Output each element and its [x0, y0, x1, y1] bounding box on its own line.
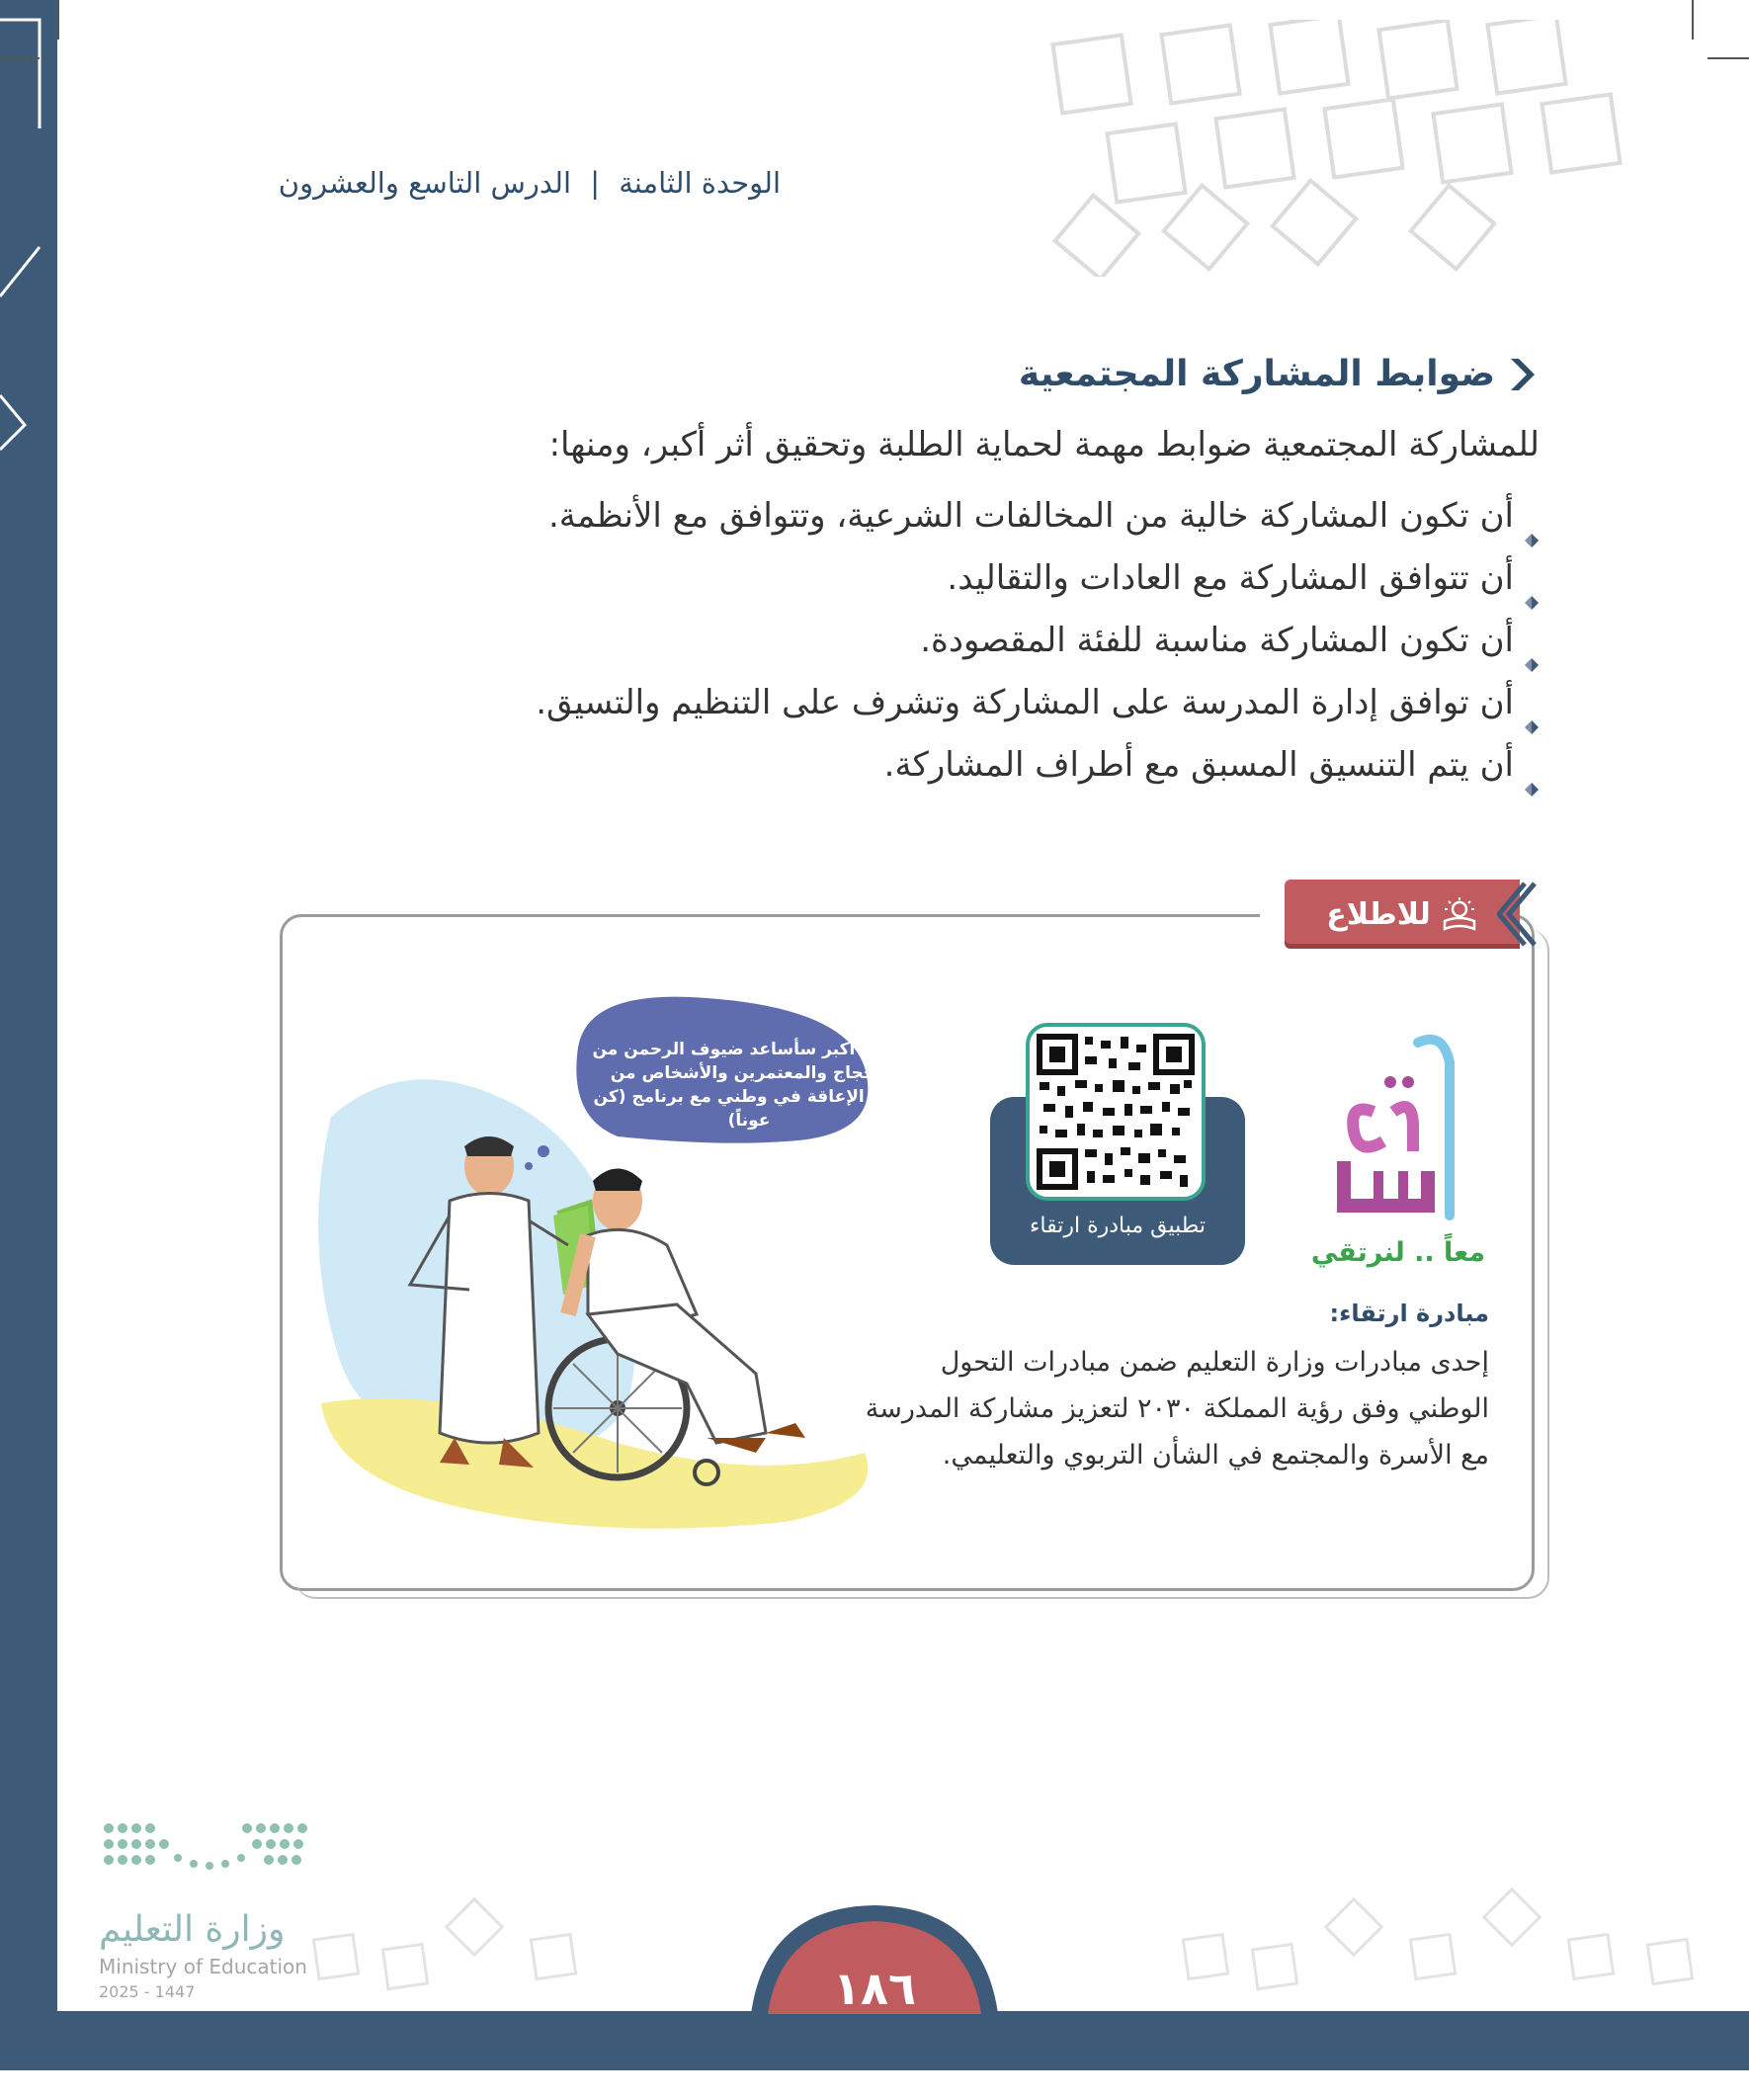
- crop-mark: [0, 57, 40, 59]
- header-separator: |: [590, 166, 601, 200]
- initiative-description: إحدى مبادرات وزارة التعليم ضمن مبادرات التحول الوطني وفق رؤية المملكة ٢٠٣٠ لتعزيز مشاركة المدرسة مع الأسرة والمجتمع في الشأن التربوي والتعليمي.: [865, 1347, 1489, 1470]
- ministry-name-ar: وزارة التعليم: [99, 1909, 286, 1950]
- list-item: [304, 609, 1540, 671]
- qr-code[interactable]: [1026, 1023, 1206, 1201]
- speech-bubble-text: عندما أكبر سأساعد ضيوف الرحمن من الحُجاج والمعتمرين والأشخاص من ذوي الإعاقة في وطني مع برنامج (كن عوناً): [592, 1040, 906, 1131]
- qr-code-icon: [1030, 1027, 1202, 1197]
- rules-list: [304, 484, 1540, 796]
- list-item: [304, 671, 1540, 733]
- list-item: [304, 546, 1540, 609]
- section-title: ضوابط المشاركة المجتمعية: [1018, 354, 1495, 394]
- rule-text: أن تكون المشاركة مناسبة للفئة المقصودة.: [920, 620, 1514, 660]
- rule-text: أن توافق إدارة المدرسة على المشاركة وتشرف على التنظيم والتسيق.: [536, 682, 1514, 722]
- lightbulb-book-icon: [1441, 897, 1478, 931]
- bottom-border-band: [0, 2011, 1749, 2070]
- tag-label: للاطلاع: [1326, 896, 1431, 932]
- chevron-right-icon: [1507, 357, 1537, 392]
- bullet-icon: [1524, 632, 1540, 648]
- geometric-pattern-decor: [1028, 20, 1719, 277]
- initiative-title: مبادرة ارتقاء:: [1329, 1300, 1489, 1327]
- page-number: ١٨٦: [832, 1962, 917, 2015]
- info-tag: [1285, 880, 1520, 949]
- bullet-icon: [1524, 508, 1540, 524]
- bullet-icon: [1524, 757, 1540, 773]
- irtiqaa-logo: [1319, 1023, 1477, 1240]
- bottom-pattern-decor: [296, 1878, 1749, 2016]
- section-heading: [1019, 354, 1537, 394]
- left-band-decor: [0, 0, 59, 455]
- list-item: [304, 733, 1540, 796]
- crop-mark: [57, 0, 59, 40]
- rule-text: أن تتوافق المشاركة مع العادات والتقاليد.: [947, 557, 1514, 598]
- qr-caption: تطبيق مبادرة ارتقاء: [1030, 1214, 1206, 1238]
- ministry-name-en: Ministry of Education: [99, 1955, 307, 1978]
- rule-text: أن تكون المشاركة خالية من المخالفات الشرعية، وتتوافق مع الأنظمة.: [547, 495, 1514, 536]
- logo-slogan: معاً .. لنرتقي: [1310, 1237, 1486, 1268]
- header-unit: الوحدة الثامنة: [619, 166, 781, 200]
- bullet-icon: [1524, 695, 1540, 711]
- edition-year: 2025 - 1447: [99, 1982, 196, 2001]
- rule-text: أن يتم التنسيق المسبق مع أطراف المشاركة.: [883, 744, 1514, 785]
- tag-chevrons-icon: [1497, 880, 1537, 949]
- header-lesson: الدرس التاسع والعشرون: [278, 166, 572, 200]
- list-item: [304, 484, 1540, 546]
- bullet-icon: [1524, 570, 1540, 586]
- page-header: [247, 166, 781, 200]
- section-intro: للمشاركة المجتمعية ضوابط مهمة لحماية الطلبة وتحقيق أثر أكبر، ومنها:: [548, 425, 1540, 464]
- ministry-logo: [99, 1818, 316, 1907]
